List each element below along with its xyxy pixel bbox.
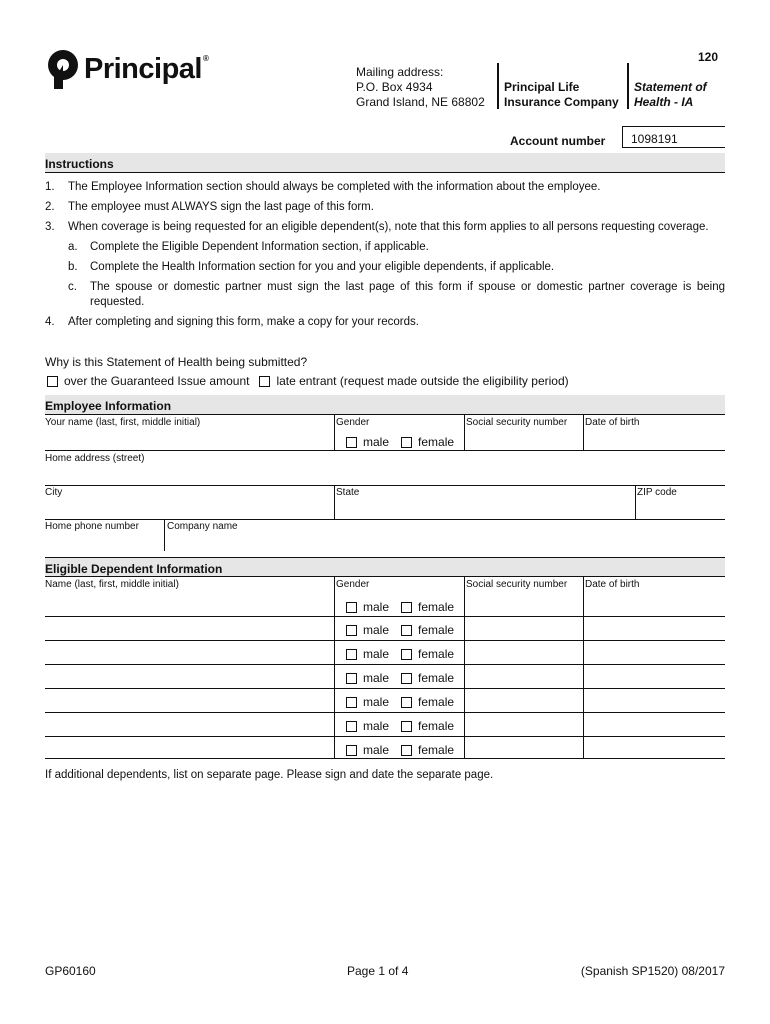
principal-logo [45, 48, 208, 90]
form-title [634, 80, 707, 110]
divider [45, 485, 725, 486]
company-name [504, 80, 619, 110]
female-label: female [418, 623, 455, 637]
dependent-male-checkbox[interactable] [346, 745, 357, 756]
form-number: 120 [697, 50, 718, 64]
item-text: Complete the Health Information section for you and your eligible dependents, if applicable. [90, 261, 555, 273]
table-row-divider [45, 688, 725, 689]
instructions-header: Instructions [45, 153, 725, 173]
dependent-row-3-gender [346, 647, 454, 661]
company-line2: Insurance Company [504, 95, 619, 109]
additional-dependents-note: If additional dependents, list on separate page. Please sign and date the separate page. [45, 769, 494, 781]
instruction-item [45, 220, 725, 235]
dependent-female-checkbox[interactable] [401, 602, 412, 613]
mailing-label: Mailing address: [356, 65, 444, 79]
male-label: male [363, 647, 390, 661]
female-label: female [418, 695, 455, 709]
home-phone-label: Home phone number [45, 521, 139, 532]
instruction-subitem [45, 240, 725, 255]
female-label: female [418, 647, 455, 661]
divider [334, 485, 335, 520]
employee-dob-label: Date of birth [585, 417, 640, 428]
female-label: female [418, 671, 455, 685]
male-label: male [363, 743, 390, 757]
dependent-male-checkbox[interactable] [346, 602, 357, 613]
guaranteed-issue-checkbox[interactable] [47, 376, 58, 387]
dependent-male-checkbox[interactable] [346, 697, 357, 708]
mailing-address [356, 65, 485, 110]
item-letter: c. [68, 281, 77, 293]
logo-wordmark: Principal® [84, 52, 209, 85]
company-name-label: Company name [167, 521, 238, 532]
page-number: Page 1 of 4 [347, 964, 409, 978]
item-letter: a. [68, 241, 78, 253]
dependent-ssn-label: Social security number [466, 579, 568, 590]
reason-question: Why is this Statement of Health being submitted? [45, 355, 308, 369]
divider [464, 577, 465, 758]
late-entrant-checkbox[interactable] [259, 376, 270, 387]
instruction-item [45, 180, 725, 195]
item-number: 2. [45, 201, 55, 213]
guaranteed-issue-label: over the Guaranteed Issue amount [64, 374, 250, 388]
divider [45, 450, 725, 451]
dependent-male-checkbox[interactable] [346, 721, 357, 732]
dependent-female-checkbox[interactable] [401, 625, 412, 636]
male-label: male [363, 671, 390, 685]
mailing-line1: P.O. Box 4934 [356, 80, 433, 94]
dependent-row-6-gender [346, 719, 454, 733]
city-label: City [45, 487, 63, 498]
dependent-male-checkbox[interactable] [346, 673, 357, 684]
form-title-line2: Health - IA [634, 95, 694, 109]
employee-gender-label: Gender [336, 417, 370, 428]
table-row-divider [45, 736, 725, 737]
divider [583, 415, 584, 451]
table-row-divider [45, 712, 725, 713]
dependent-row-4-gender [346, 671, 454, 685]
dependent-row-5-gender [346, 695, 454, 709]
female-label: female [418, 435, 455, 449]
instructions-list [45, 180, 725, 335]
divider [627, 63, 629, 109]
table-row-divider [45, 664, 725, 665]
form-title-line1: Statement of [634, 80, 707, 94]
male-label: male [363, 695, 390, 709]
item-text: When coverage is being requested for an eligible dependent(s), note that this form applies to all persons requesting coverage. [68, 221, 709, 233]
employee-ssn-label: Social security number [466, 417, 568, 428]
item-text: Complete the Eligible Dependent Information section, if applicable. [90, 241, 429, 253]
employee-female-checkbox[interactable] [401, 437, 412, 448]
dependent-gender-label: Gender [336, 579, 370, 590]
dependent-female-checkbox[interactable] [401, 721, 412, 732]
instruction-item [45, 315, 725, 330]
principal-logo-icon [45, 48, 81, 90]
employee-gender-options [346, 435, 454, 449]
female-label: female [418, 719, 455, 733]
divider [45, 519, 725, 520]
item-number: 4. [45, 316, 55, 328]
divider [635, 485, 636, 520]
dependent-female-checkbox[interactable] [401, 745, 412, 756]
item-number: 3. [45, 221, 55, 233]
account-number-field[interactable]: 1098191 [622, 126, 725, 148]
divider [583, 577, 584, 758]
item-text: The employee must ALWAYS sign the last page of this form. [68, 201, 374, 213]
item-text: The Employee Information section should always be completed with the information about the employee. [68, 181, 601, 193]
table-row-divider [45, 758, 725, 759]
female-label: female [418, 600, 455, 614]
table-row-divider [45, 616, 725, 617]
item-letter: b. [68, 261, 78, 273]
dependent-female-checkbox[interactable] [401, 697, 412, 708]
dependent-name-label: Name (last, first, middle initial) [45, 579, 179, 590]
item-text: The spouse or domestic partner must sign the last page of this form if spouse or domestic partner coverage is being requested. [90, 281, 725, 308]
dependent-male-checkbox[interactable] [346, 649, 357, 660]
item-text: After completing and signing this form, make a copy for your records. [68, 316, 419, 328]
dependent-row-7-gender [346, 743, 454, 757]
divider [464, 415, 465, 451]
instruction-subitem [45, 260, 725, 275]
dependent-female-checkbox[interactable] [401, 649, 412, 660]
company-line1: Principal Life [504, 80, 580, 94]
dependent-dob-label: Date of birth [585, 579, 640, 590]
table-row-divider [45, 640, 725, 641]
divider [334, 577, 335, 758]
instruction-subitem [45, 280, 725, 310]
employee-info-header: Employee Information [45, 395, 725, 415]
male-label: male [363, 719, 390, 733]
form-code: GP60160 [45, 964, 96, 978]
state-label: State [336, 487, 360, 498]
account-number-label: Account number [510, 134, 606, 148]
dependent-row-2-gender [346, 623, 454, 637]
employee-male-checkbox[interactable] [346, 437, 357, 448]
male-label: male [363, 623, 390, 637]
mailing-line2: Grand Island, NE 68802 [356, 95, 485, 109]
item-number: 1. [45, 181, 55, 193]
male-label: male [363, 435, 390, 449]
male-label: male [363, 600, 390, 614]
female-label: female [418, 743, 455, 757]
spanish-version: (Spanish SP1520) 08/2017 [580, 964, 725, 978]
dependent-info-header: Eligible Dependent Information [45, 557, 725, 577]
instruction-item [45, 200, 725, 215]
late-entrant-label: late entrant (request made outside the eligibility period) [276, 374, 569, 388]
divider [497, 63, 499, 109]
divider [334, 415, 335, 451]
dependent-row-1-gender [346, 600, 454, 614]
employee-name-label: Your name (last, first, middle initial) [45, 417, 201, 428]
reason-options [47, 374, 569, 388]
dependent-male-checkbox[interactable] [346, 625, 357, 636]
divider [164, 519, 165, 551]
zip-label: ZIP code [637, 487, 677, 498]
dependent-female-checkbox[interactable] [401, 673, 412, 684]
home-address-label: Home address (street) [45, 453, 145, 464]
